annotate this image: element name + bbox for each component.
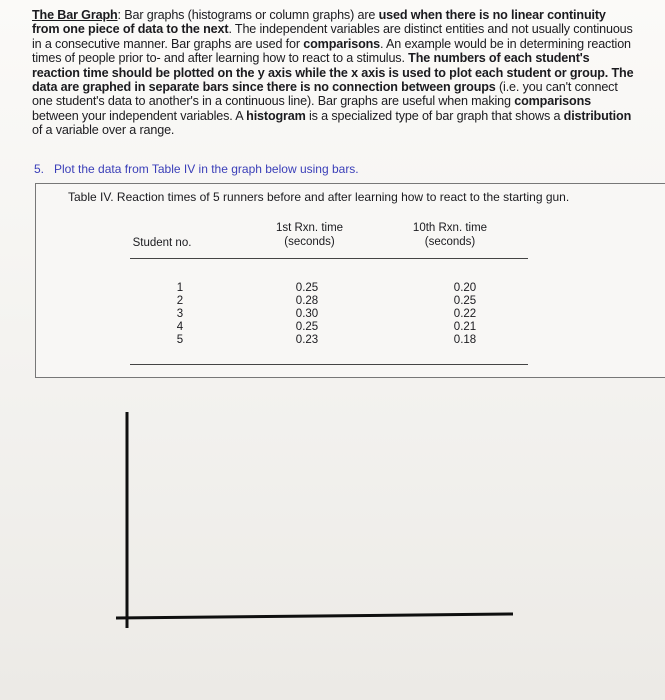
first-rxn-cell-1: 0.25 — [295, 282, 319, 294]
header-first-line1: 1st Rxn. time — [275, 222, 344, 234]
intro-text-7: of a variable over a range. — [32, 123, 175, 138]
header-student-no: Student no. — [132, 237, 192, 249]
header-tenth-line1: 10th Rxn. time — [412, 222, 488, 234]
tenth-rxn-cell-1: 0.20 — [453, 282, 477, 294]
student-number-cell-4: 4 — [176, 321, 184, 333]
tenth-rxn-cell-2: 0.25 — [453, 295, 477, 307]
question-number: 5. — [34, 162, 45, 176]
header-first-line2: (seconds) — [284, 236, 335, 248]
tenth-rxn-cell-3: 0.22 — [453, 308, 477, 320]
first-rxn-cell-3: 0.30 — [295, 308, 319, 320]
intro-title: The Bar Graph — [32, 8, 118, 22]
intro-bold-3: The numbers of each student's reaction time should be plotted on the y axis while the x axis is used to plot each student or group. The data are graphed in separate bars since there is no connection between groups — [32, 51, 634, 95]
intro-text-2: . The independent variables are distinct entities and not usually continuous in a consecutive manner. Bar graphs are used for — [32, 22, 633, 51]
intro-text-3: . An example would be in determining reaction times of people prior to- and after learning how to react to a stimulus. — [32, 36, 631, 66]
student-number-cell-3: 3 — [176, 308, 184, 320]
intro-bold-4: comparisons — [514, 94, 591, 109]
intro-bold-6: distribution — [563, 108, 632, 123]
table-caption: Table IV. Reaction times of 5 runners before and after learning how to react to the starting gun. — [68, 190, 570, 204]
first-rxn-cell-2: 0.28 — [295, 295, 319, 307]
intro-bold-1: used when there is no linear continuity from one piece of data to the next — [32, 8, 606, 37]
student-number-cell-1: 1 — [176, 282, 184, 294]
intro-bold-5: histogram — [246, 108, 306, 123]
intro-bold-2: comparisons — [303, 36, 381, 51]
first-rxn-cell-4: 0.25 — [295, 321, 319, 333]
intro-text-1: : Bar graphs (histograms or column graphs) are — [117, 8, 379, 22]
student-number-cell-5: 5 — [176, 334, 184, 346]
tenth-rxn-cell-5: 0.18 — [453, 334, 477, 346]
tenth-rxn-cell-4: 0.21 — [453, 321, 477, 333]
x-axis-line — [116, 614, 513, 618]
header-tenth-line2: (seconds) — [424, 236, 476, 248]
student-number-cell-2: 2 — [176, 295, 184, 307]
first-rxn-cell-5: 0.23 — [295, 334, 319, 346]
intro-text-5: between your independent variables. A — [32, 108, 247, 123]
intro-text-6: is a specialized type of bar graph that shows a — [305, 108, 564, 123]
question-text: Plot the data from Table IV in the graph below using bars. — [54, 162, 359, 176]
intro-text-4: (i.e. you can't connect one student's data to another's in a continuous line). Bar graphs are useful when making — [32, 80, 618, 109]
